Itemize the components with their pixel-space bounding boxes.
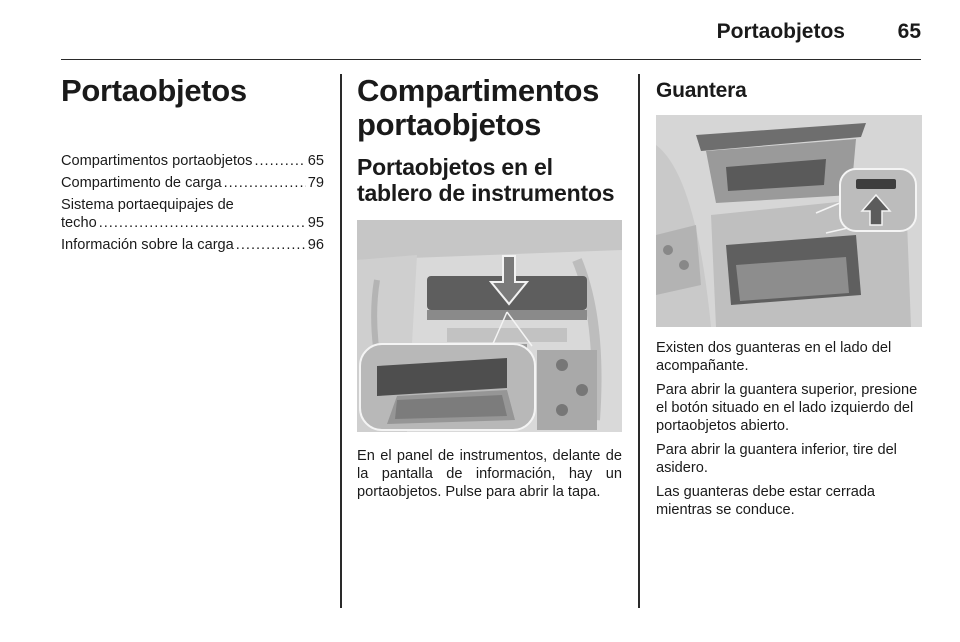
glovebox-column	[656, 74, 922, 525]
toc-entry-page: 95	[307, 215, 324, 231]
toc-entry[interactable]	[61, 152, 324, 170]
toc-entry-label: Compartimentos portaobjetos	[61, 153, 253, 169]
toc-entry-label: Compartimento de carga	[61, 175, 222, 191]
toc-list	[61, 152, 324, 254]
page-header	[61, 14, 921, 60]
toc-entry[interactable]	[61, 174, 324, 192]
section-subtitle: Portaobjetos en el tablero de instrumentos	[357, 154, 615, 206]
column-divider	[340, 74, 342, 608]
toc-leader	[99, 214, 306, 232]
toc-title: Portaobjetos	[61, 73, 247, 108]
toc-entry-page: 96	[307, 237, 324, 253]
glovebox-illustration	[656, 115, 922, 327]
glovebox-title: Guantera	[656, 79, 747, 102]
toc-entry-page: 79	[307, 175, 324, 191]
glovebox-paragraph: Para abrir la guantera inferior, tire del asidero.	[656, 442, 897, 476]
dashboard-storage-illustration	[357, 220, 622, 432]
toc-entry[interactable]	[61, 236, 324, 254]
glovebox-paragraph: Existen dos guanteras en el lado del acompañante.	[656, 340, 892, 374]
storage-column	[357, 74, 622, 507]
toc-leader	[236, 236, 306, 254]
glovebox-paragraph: Para abrir la guantera superior, presione el botón situado en el lado izquierdo del portaobjetos abierto.	[656, 382, 918, 434]
toc-entry-label: techo	[61, 215, 97, 231]
toc-entry-label: Información sobre la carga	[61, 237, 234, 253]
header-title: Portaobjetos	[716, 20, 845, 43]
glovebox-paragraph: Las guanteras debe estar cerrada mientras se conduce.	[656, 484, 876, 518]
page-number: 65	[897, 20, 921, 43]
toc-entry-label-line1: Sistema portaequipajes de	[61, 197, 234, 213]
toc-column	[61, 74, 324, 258]
toc-leader	[224, 174, 306, 192]
section-body: En el panel de instrumentos, delante de la pantalla de información, hay un portaobjetos. Pulse para abrir la tapa.	[357, 448, 622, 500]
section-title: Compartimentos portaobjetos	[357, 73, 600, 142]
glovebox-text	[656, 339, 922, 519]
toc-entry[interactable]	[61, 196, 324, 232]
toc-leader	[254, 152, 305, 170]
column-divider	[638, 74, 640, 608]
toc-entry-page: 65	[307, 153, 324, 169]
